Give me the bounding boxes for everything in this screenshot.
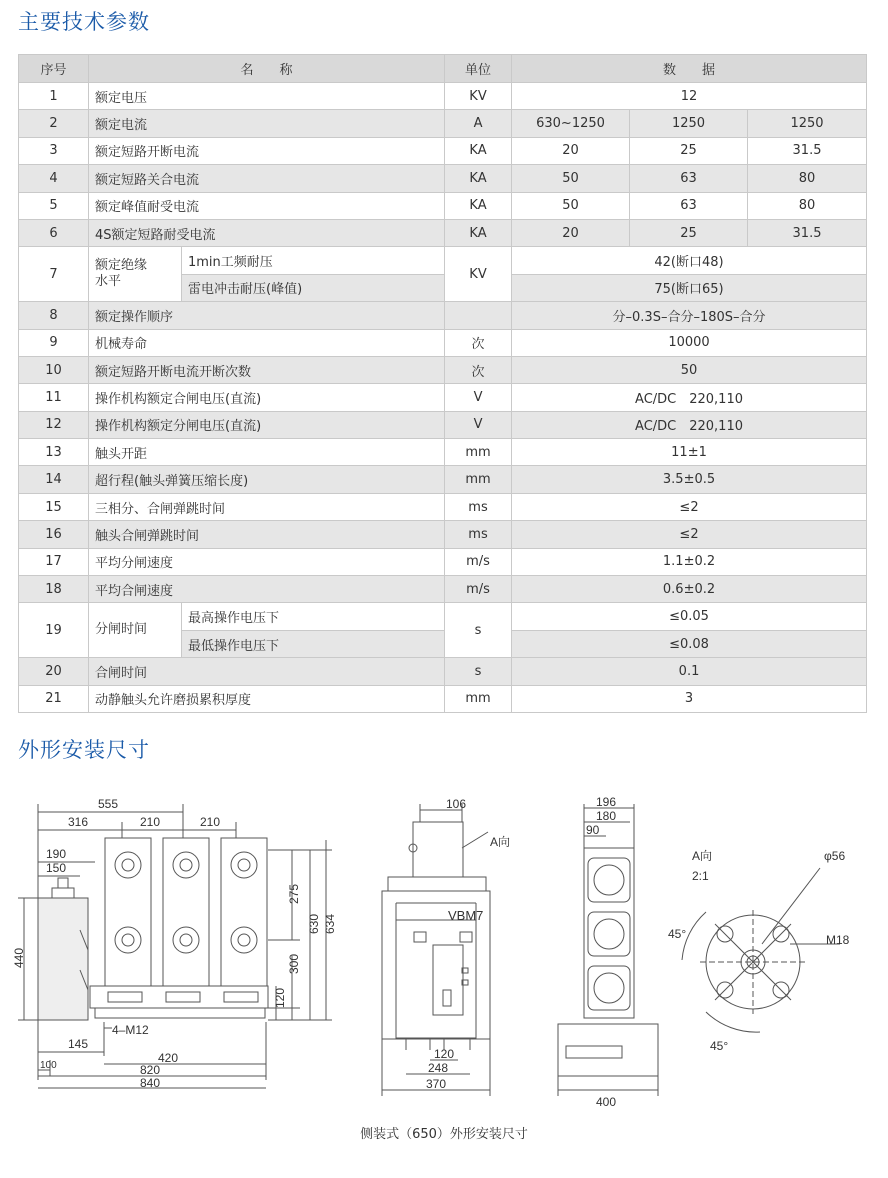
row-name: 4S额定短路耐受电流 [89,219,445,246]
svg-text:150: 150 [46,861,67,875]
row-no: 12 [19,411,89,438]
svg-text:400: 400 [596,1095,617,1109]
table-row [19,356,867,383]
table-row [19,219,867,246]
row-unit: KA [445,137,512,164]
row-unit: m/s [445,548,512,575]
svg-text:634: 634 [323,913,337,934]
svg-text:316: 316 [68,815,89,829]
row-unit: V [445,384,512,411]
row-value: 50 [512,356,867,383]
row-name: 额定峰值耐受电流 [89,192,445,219]
row-no: 4 [19,165,89,192]
table-row [19,247,867,274]
row-no: 1 [19,83,89,110]
svg-text:210: 210 [200,815,221,829]
table-row [19,137,867,164]
row-no: 20 [19,658,89,685]
row-value: 31.5 [748,219,867,246]
row-unit: 次 [445,329,512,356]
row-value: 63 [630,165,748,192]
row-unit: mm [445,685,512,712]
row-unit: mm [445,466,512,493]
row-value: 80 [748,165,867,192]
row-unit: mm [445,439,512,466]
row-unit: KA [445,165,512,192]
svg-text:90: 90 [586,823,600,837]
svg-text:M18: M18 [826,933,850,947]
svg-text:A向: A向 [692,849,713,863]
row-value: 1250 [630,110,748,137]
row-name: 额定短路开断电流 [89,137,445,164]
svg-text:210: 210 [140,815,161,829]
svg-text:120: 120 [434,1047,455,1061]
svg-text:145: 145 [68,1037,89,1051]
svg-text:420: 420 [158,1051,179,1065]
row-subname: 雷电冲击耐压(峰值) [182,274,445,301]
row-name: 机械寿命 [89,329,445,356]
row-value: 25 [630,219,748,246]
row-name: 额定绝缘水平 [89,247,182,302]
row-name: 额定短路关合电流 [89,165,445,192]
svg-text:120: 120 [273,987,287,1008]
svg-text:820: 820 [140,1063,161,1077]
row-no: 17 [19,548,89,575]
table-row [19,466,867,493]
row-value: ≤2 [512,493,867,520]
table-row [19,302,867,329]
section-title-specs: 主要技术参数 [18,10,150,34]
svg-text:106: 106 [446,797,467,811]
table-row [19,329,867,356]
row-value: 630~1250 [512,110,630,137]
svg-text:2:1: 2:1 [692,869,709,883]
detail-view-a [682,868,840,1032]
row-value: 20 [512,219,630,246]
row-name: 动静触头允许磨损累积厚度 [89,685,445,712]
svg-text:555: 555 [98,797,119,811]
row-unit: KV [445,83,512,110]
svg-text:100: 100 [40,1060,57,1071]
row-no: 2 [19,110,89,137]
row-unit: ms [445,521,512,548]
row-name: 触头合闸弹跳时间 [89,521,445,548]
svg-text:φ56: φ56 [824,849,846,863]
row-value: AC/DC 220,110 [512,411,867,438]
header-no: 序号 [19,55,89,83]
row-value: 10000 [512,329,867,356]
table-header [19,55,867,83]
row-name: 操作机构额定分闸电压(直流) [89,411,445,438]
table-row [19,493,867,520]
row-value: AC/DC 220,110 [512,384,867,411]
row-value: 20 [512,137,630,164]
row-no: 3 [19,137,89,164]
row-no: 13 [19,439,89,466]
row-name: 额定操作顺序 [89,302,445,329]
row-unit: s [445,658,512,685]
row-no: 5 [19,192,89,219]
dimension-drawing [0,760,888,1120]
row-subname: 最低操作电压下 [182,630,445,657]
svg-text:440: 440 [12,947,26,968]
svg-text:4–M12: 4–M12 [112,1023,149,1037]
row-value: ≤0.08 [512,630,867,657]
row-value: ≤0.05 [512,603,867,630]
table-row [19,685,867,712]
row-value: 0.1 [512,658,867,685]
table-row [19,439,867,466]
drawing-caption: 侧装式（650）外形安装尺寸 [360,1127,528,1142]
svg-text:630: 630 [307,913,321,934]
row-no: 6 [19,219,89,246]
row-value: 分–0.3S–合分–180S–合分 [512,302,867,329]
svg-text:275: 275 [287,883,301,904]
table-row [19,110,867,137]
svg-text:196: 196 [596,795,617,809]
table-row [19,548,867,575]
row-value: 50 [512,192,630,219]
row-unit: KV [445,247,512,302]
row-name: 额定电压 [89,83,445,110]
row-value: 1250 [748,110,867,137]
svg-text:248: 248 [428,1061,449,1075]
row-value: 80 [748,192,867,219]
svg-text:45°: 45° [710,1039,729,1053]
row-no: 19 [19,603,89,658]
svg-text:370: 370 [426,1077,447,1091]
row-unit: KA [445,192,512,219]
row-no: 9 [19,329,89,356]
row-unit: V [445,411,512,438]
row-name: 平均分闸速度 [89,548,445,575]
row-value: 50 [512,165,630,192]
row-no: 21 [19,685,89,712]
row-no: 15 [19,493,89,520]
row-value: 31.5 [748,137,867,164]
row-value: 3 [512,685,867,712]
row-name: 平均合闸速度 [89,576,445,603]
table-row [19,165,867,192]
row-name: 额定短路开断电流开断次数 [89,356,445,383]
top-view [558,804,658,1096]
row-no: 11 [19,384,89,411]
svg-text:300: 300 [287,953,301,974]
row-value: 75(断口65) [512,274,867,301]
row-unit: ms [445,493,512,520]
row-no: 16 [19,521,89,548]
table-row [19,83,867,110]
row-no: 18 [19,576,89,603]
row-name: 操作机构额定合闸电压(直流) [89,384,445,411]
table-row [19,384,867,411]
row-unit: s [445,603,512,658]
row-name: 触头开距 [89,439,445,466]
svg-text:VBM7: VBM7 [448,908,484,923]
table-row [19,603,867,630]
row-unit [445,302,512,329]
row-name: 合闸时间 [89,658,445,685]
row-value: 42(断口48) [512,247,867,274]
row-value: 12 [512,83,867,110]
row-name: 三相分、合闸弹跳时间 [89,493,445,520]
spec-table [18,54,867,713]
table-row [19,192,867,219]
row-subname: 1min工频耐压 [182,247,445,274]
table-row [19,658,867,685]
section-title-dimensions: 外形安装尺寸 [18,738,150,762]
row-unit: 次 [445,356,512,383]
row-value: ≤2 [512,521,867,548]
row-unit: KA [445,219,512,246]
row-unit: m/s [445,576,512,603]
row-unit: A [445,110,512,137]
row-name: 分闸时间 [89,603,182,658]
header-data: 数 据 [512,55,867,83]
row-value: 3.5±0.5 [512,466,867,493]
row-value: 25 [630,137,748,164]
row-value: 1.1±0.2 [512,548,867,575]
row-subname: 最高操作电压下 [182,603,445,630]
row-name: 额定电流 [89,110,445,137]
header-name: 名 称 [89,55,445,83]
header-unit: 单位 [445,55,512,83]
row-no: 8 [19,302,89,329]
row-value: 0.6±0.2 [512,576,867,603]
row-no: 7 [19,247,89,302]
row-value: 63 [630,192,748,219]
svg-text:180: 180 [596,809,617,823]
row-name: 超行程(触头弹簧压缩长度) [89,466,445,493]
svg-text:190: 190 [46,847,67,861]
svg-text:45°: 45° [668,927,687,941]
table-row [19,576,867,603]
table-row [19,521,867,548]
row-value: 11±1 [512,439,867,466]
svg-text:A向: A向 [490,835,511,849]
svg-text:840: 840 [140,1076,161,1090]
row-no: 10 [19,356,89,383]
table-row [19,411,867,438]
row-no: 14 [19,466,89,493]
